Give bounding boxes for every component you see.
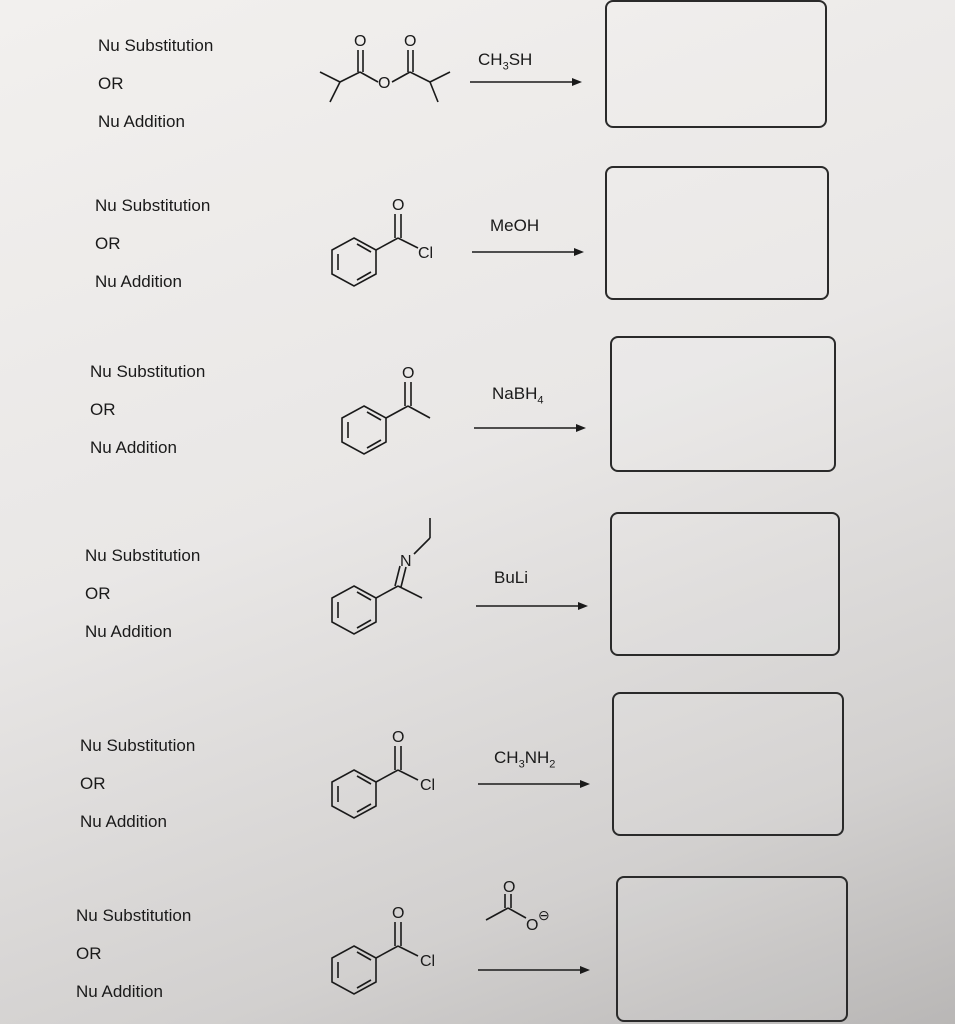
reaction-row-1 — [0, 0, 955, 160]
isobutyric-anhydride-structure — [300, 30, 470, 120]
option-or: OR — [98, 74, 124, 93]
reaction-arrow — [472, 246, 584, 258]
product-answer-box[interactable] — [605, 166, 829, 300]
product-answer-box[interactable] — [610, 336, 836, 472]
reagent-label: BuLi — [494, 568, 529, 587]
option-or: OR — [90, 400, 116, 419]
reagent-label: $CH_3NH_2$ — [494, 748, 556, 771]
option-nu-substitution[interactable]: Nu Substitution — [80, 736, 196, 755]
atom-o: O — [404, 33, 417, 50]
benzoyl-chloride-structure — [330, 730, 450, 830]
reaction-row-6 — [0, 862, 955, 1024]
acetophenone-ethylimine-structure — [330, 516, 460, 646]
option-or: OR — [85, 584, 111, 603]
atom-cl: Cl — [420, 777, 436, 794]
atom-o: O — [392, 905, 405, 922]
option-nu-addition[interactable]: Nu Addition — [90, 438, 177, 457]
reaction-arrow — [478, 964, 590, 976]
atom-o: O — [526, 917, 539, 934]
reaction-arrow — [476, 600, 588, 612]
atom-o: O — [378, 75, 391, 92]
option-nu-addition[interactable]: Nu Addition — [76, 982, 163, 1001]
reagent-label: MeOH — [490, 216, 540, 235]
acetophenone-structure — [340, 366, 460, 466]
option-nu-substitution[interactable]: Nu Substitution — [95, 196, 211, 215]
reaction-arrow — [474, 422, 586, 434]
reaction-row-3 — [0, 330, 955, 490]
product-answer-box[interactable] — [616, 876, 848, 1022]
option-nu-substitution[interactable]: Nu Substitution — [98, 36, 214, 55]
option-nu-addition[interactable]: Nu Addition — [95, 272, 182, 291]
option-nu-addition[interactable]: Nu Addition — [98, 112, 185, 131]
option-nu-substitution[interactable]: Nu Substitution — [85, 546, 201, 565]
atom-cl: Cl — [420, 953, 436, 970]
reaction-row-2 — [0, 160, 955, 320]
atom-cl: Cl — [418, 245, 434, 262]
reaction-row-4 — [0, 510, 955, 670]
option-or: OR — [95, 234, 121, 253]
atom-o: O — [503, 879, 516, 896]
benzoyl-chloride-structure — [330, 197, 450, 295]
acetate-anion-structure — [480, 879, 580, 952]
product-answer-box[interactable] — [610, 512, 840, 656]
reaction-arrow — [470, 76, 582, 88]
option-or: OR — [76, 944, 102, 963]
atom-o: O — [402, 365, 415, 382]
option-nu-addition[interactable]: Nu Addition — [80, 812, 167, 831]
reagent-label: NaBH$_4$ — [492, 384, 544, 407]
atom-o: O — [392, 729, 405, 746]
option-or: OR — [80, 774, 106, 793]
benzoyl-chloride-structure — [330, 906, 450, 1006]
atom-o: O — [354, 33, 367, 50]
product-answer-box[interactable] — [605, 0, 827, 128]
option-nu-substitution[interactable]: Nu Substitution — [76, 906, 192, 925]
option-nu-addition[interactable]: Nu Addition — [85, 622, 172, 641]
atom-o: O — [392, 197, 405, 214]
product-answer-box[interactable] — [612, 692, 844, 836]
reaction-arrow — [478, 778, 590, 790]
reagent-label: $CH_3SH$ — [478, 50, 533, 73]
option-nu-substitution[interactable]: Nu Substitution — [90, 362, 206, 381]
atom-n: N — [400, 553, 412, 570]
negative-charge: ⊖ — [538, 907, 550, 923]
reaction-row-5 — [0, 690, 955, 850]
